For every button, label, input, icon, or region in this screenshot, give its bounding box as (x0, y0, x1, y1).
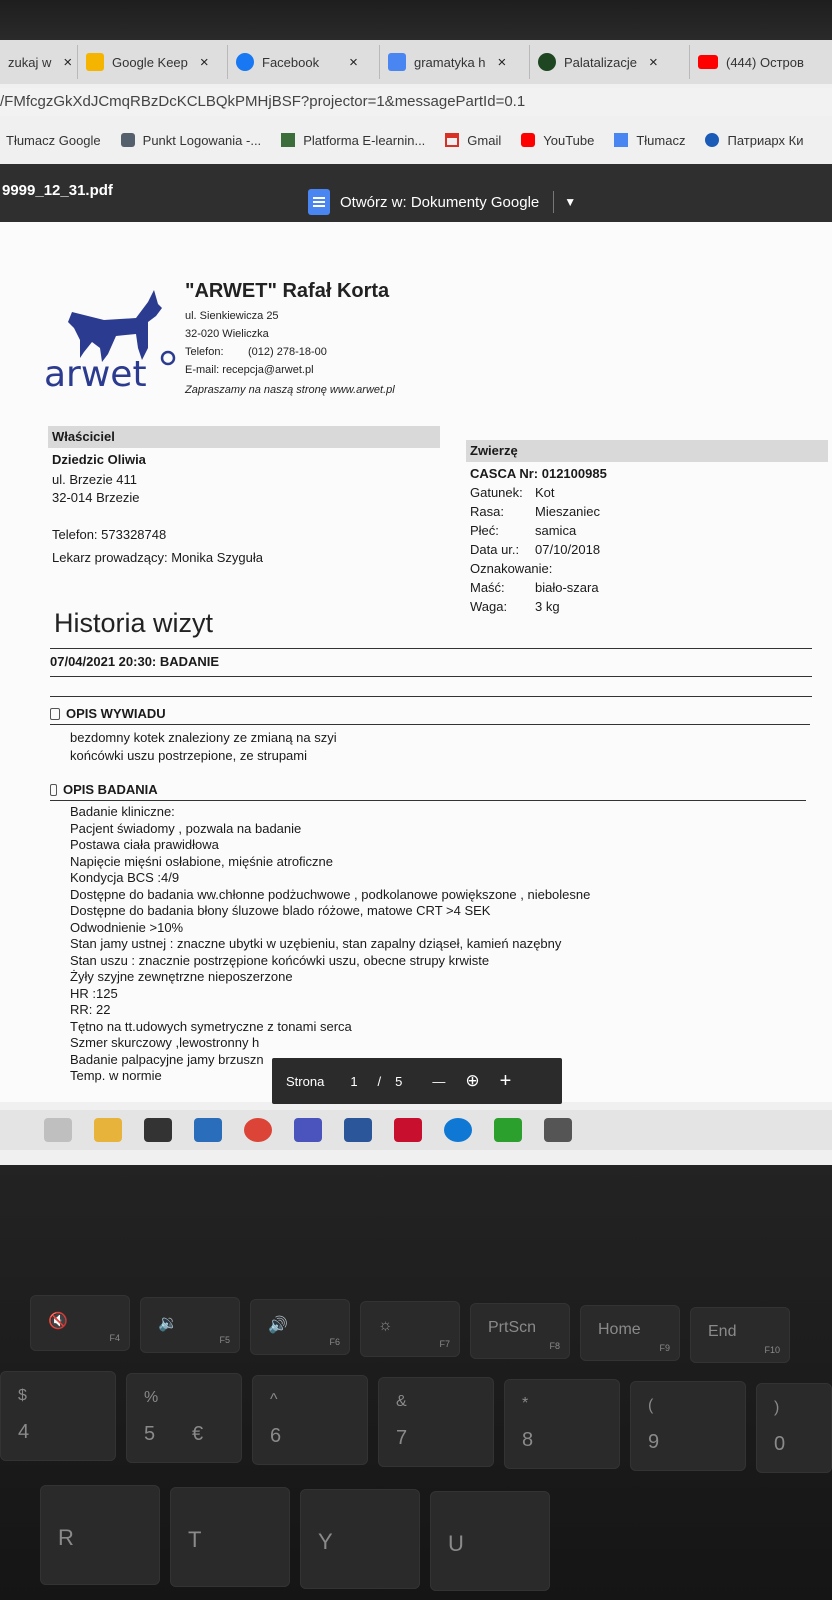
key-4[interactable]: $ 4 (0, 1371, 116, 1461)
key-9[interactable]: ( 9 (630, 1381, 746, 1471)
task-view-icon[interactable] (44, 1118, 72, 1142)
animal-breed: Mieszaniec (535, 504, 601, 519)
interview-line: bezdomny kotek znaleziony ze zmianą na szyi (70, 730, 337, 745)
page-total: 5 (395, 1073, 403, 1089)
exam-line: Szmer skurczowy ,lewostronny h (70, 1035, 260, 1050)
logo-text: arwet (44, 354, 147, 392)
exam-line: Stan uszu : znacznie postrzępione końcówki uszu, obecne strupy krwiste (70, 952, 490, 968)
close-icon[interactable]: × (649, 53, 658, 71)
bookmark-label: Punkt Logowania -... (142, 132, 262, 148)
tab-palatalizacje[interactable] (530, 45, 690, 79)
pdf-filename: 9999_12_31.pdf (2, 182, 113, 199)
key-f5[interactable]: 🔉 F5 (140, 1297, 240, 1353)
owner-doctor: Lekarz prowadzący: Monika Szyguła (52, 550, 263, 565)
chevron-down-icon[interactable]: ▼ (564, 195, 577, 209)
animal-field-label: Data ur.: (470, 542, 520, 557)
exam-heading (50, 782, 158, 797)
facebook-icon (236, 53, 254, 71)
mute-icon: 🔇 (48, 1313, 68, 1330)
tab-label: zukaj w (8, 54, 52, 70)
bookmark-tlumacz[interactable] (614, 133, 685, 148)
animal-field-label: Rasa: (470, 504, 504, 519)
exam-line: Badanie kliniczne: (70, 804, 175, 819)
bookmark-gmail[interactable] (445, 133, 501, 148)
tab-search[interactable] (0, 45, 78, 79)
volume-up-icon: 🔊 (268, 1317, 288, 1334)
exam-line: Żyły szyjne zewnętrzne nieposzerzone (70, 969, 293, 984)
animal-field-label: Waga: (470, 599, 508, 614)
exam-line: Badanie palpacyjne jamy brzuszn (70, 1051, 264, 1067)
patriarch-icon (705, 133, 719, 147)
divider (50, 696, 812, 697)
tab-label: gramatyka h (414, 54, 486, 70)
windows-taskbar (0, 1110, 832, 1150)
close-icon[interactable]: × (497, 53, 507, 71)
exam-line: Stan jamy ustnej : znaczne ubytki w uzębieniu, stan zapalny dziąseł, kamień nazębny (70, 936, 562, 951)
zoom-fit-icon[interactable]: ⊕ (465, 1071, 480, 1090)
company-city: 32-020 Wieliczka (185, 328, 269, 340)
visit-header: 07/04/2021 20:30: BADANIE (50, 654, 220, 669)
page-controls (272, 1058, 562, 1104)
key-f7[interactable]: ☼ F7 (360, 1301, 460, 1357)
key-8[interactable]: * 8 (504, 1379, 620, 1469)
history-title: Historia wizyt (54, 608, 214, 638)
close-icon[interactable]: × (199, 53, 209, 71)
divider (50, 676, 812, 677)
exam-line: Dostępne do badania ww.chłonne podżuchwowe , podkolanowe powiększone , niebolesne (70, 886, 591, 902)
edge-icon[interactable] (444, 1118, 472, 1142)
owner-phone: Telefon: 573328748 (52, 527, 167, 542)
camera-icon[interactable] (544, 1118, 572, 1142)
bookmarks-bar (0, 122, 832, 158)
page-label: Strona (286, 1073, 325, 1089)
exam-line: Dostępne do badania błony śluzowe blado różowe, matowe CRT >4 SEK (70, 903, 491, 918)
key-7[interactable]: & 7 (378, 1377, 494, 1467)
youtube-icon (521, 133, 535, 147)
antivirus-icon[interactable] (394, 1118, 422, 1142)
key-r[interactable]: R (40, 1485, 160, 1585)
toolbar-divider (553, 191, 554, 213)
page-current-input[interactable]: 1 (350, 1073, 358, 1089)
brightness-icon: ☼ (378, 1317, 393, 1334)
interview-icon (50, 708, 60, 720)
exam-line: HR :125 (70, 985, 118, 1001)
exam-notes (70, 804, 590, 1085)
volume-down-icon: 🔉 (158, 1315, 178, 1332)
key-f6[interactable]: 🔊 F6 (250, 1299, 350, 1355)
file-explorer-icon[interactable] (94, 1118, 122, 1142)
bookmark-label: Tłumacz (636, 132, 686, 148)
animal-field-label: Maść: (470, 580, 505, 595)
company-phone: Telefon: (012) 278-18-00 (185, 346, 327, 358)
divider (50, 800, 806, 801)
bookmark-youtube[interactable] (521, 133, 594, 148)
tab-label: (444) Остров (726, 54, 804, 70)
key-t[interactable]: T (170, 1487, 290, 1587)
key-f8[interactable]: PrtScn F8 (470, 1303, 570, 1359)
company-email: E-mail: recepcja@arwet.pl (185, 364, 314, 376)
animal-field-label: Płeć: (470, 523, 499, 538)
key-5[interactable]: % 5 € (126, 1373, 242, 1463)
bookmark-label: Tłumacz Google (6, 132, 101, 148)
key-f9[interactable]: Home F9 (580, 1305, 680, 1361)
open-in-docs-button[interactable] (308, 188, 576, 216)
bookmark-label: Патриарх Ки (727, 132, 804, 148)
bookmark-label: YouTube (543, 132, 595, 148)
animal-name-number: CASCA Nr: 012100985 (470, 466, 607, 481)
tab-facebook[interactable] (228, 45, 380, 79)
animal-field-label: Gatunek: (470, 485, 523, 500)
exam-line: Napięcie mięśni osłabione, mięśnie atroficzne (70, 853, 334, 869)
animal-coat: biało-szara (535, 580, 599, 595)
exam-line: Odwodnienie >10% (70, 919, 184, 935)
google-docs-icon (308, 189, 330, 215)
bookmark-punkt-logowania[interactable] (121, 133, 262, 148)
pdf-toolbar (0, 164, 832, 222)
owner-city: 32-014 Brzezie (52, 490, 140, 505)
owner-heading: Właściciel (48, 426, 440, 448)
keep-icon (86, 53, 104, 71)
bookmark-tlumacz-google[interactable] (6, 133, 101, 148)
browser-tab-bar (0, 40, 832, 84)
tab-google-keep[interactable] (78, 45, 228, 79)
exam-line: Postawa ciała prawidłowa (70, 837, 219, 852)
bookmark-patriarch[interactable] (705, 133, 803, 148)
animal-species: Kot (535, 485, 555, 500)
zoom-in-button[interactable]: + (499, 1069, 512, 1092)
mail-icon[interactable] (194, 1118, 222, 1142)
animal-birthdate: 07/10/2018 (535, 542, 601, 557)
elearning-icon (281, 133, 295, 147)
divider (50, 648, 812, 649)
tab-youtube[interactable] (690, 45, 832, 79)
youtube-icon (698, 55, 718, 69)
close-icon[interactable]: × (63, 53, 73, 71)
animal-sex: samica (535, 523, 577, 538)
exam-line: Pacjent świadomy , pozwala na badanie (70, 820, 302, 836)
key-f4[interactable]: 🔇 F4 (30, 1295, 130, 1351)
bookmark-platforma-elearning[interactable] (281, 133, 425, 148)
interview-heading-label: OPIS WYWIADU (66, 706, 166, 721)
bookmark-label: Gmail (467, 132, 502, 148)
pdf-page (0, 222, 832, 1102)
key-6[interactable]: ^ 6 (252, 1375, 368, 1465)
tab-label: Palatalizacje (564, 54, 637, 70)
store-icon[interactable] (144, 1118, 172, 1142)
exam-line: Tętno na tt.udowych symetryczne z tonami serca (70, 1018, 352, 1034)
exam-heading-label: OPIS BADANIA (63, 782, 158, 797)
page-separator: / (377, 1073, 382, 1089)
company-name: "ARWET" Rafał Korta (185, 280, 390, 302)
close-icon[interactable]: × (349, 53, 358, 71)
owner-name: Dziedzic Oliwia (52, 452, 146, 467)
key-y[interactable]: Y (300, 1489, 420, 1589)
crest-icon (121, 133, 135, 147)
company-website: Zapraszamy na naszą stronę www.arwet.pl (185, 384, 395, 396)
exam-line: Temp. w normie (70, 1068, 162, 1083)
animal-field-label: Oznakowanie: (470, 561, 553, 576)
tab-label: Facebook (262, 54, 320, 70)
chrome-icon[interactable] (244, 1118, 272, 1142)
laptop-keyboard (0, 1165, 832, 1600)
spotify-icon[interactable] (494, 1118, 522, 1142)
bookmark-label: Platforma E-learnin... (303, 132, 426, 148)
word-icon[interactable] (344, 1118, 372, 1142)
tab-label: Google Keep (112, 54, 188, 70)
divider (50, 724, 810, 725)
zoom-out-button[interactable]: — (432, 1073, 446, 1089)
interview-line: końcówki uszu postrzepione, ze strupami (70, 748, 308, 763)
address-url: /FMfcgzGkXdJCmqRBzDcKCLBQkPMHjBSF?projector=1&messagePartId=0.1 (0, 93, 526, 110)
company-street: ul. Sienkiewicza 25 (185, 310, 279, 322)
key-0[interactable]: ) 0 (756, 1383, 832, 1473)
docs-icon (388, 53, 406, 71)
open-in-docs-label: Otwórz w: Dokumenty Google (340, 193, 540, 211)
owner-street: ul. Brzezie 411 (52, 472, 138, 487)
interview-heading (50, 706, 166, 721)
teams-icon[interactable] (294, 1118, 322, 1142)
animal-weight: 3 kg (535, 599, 560, 614)
key-f10[interactable]: End F10 (690, 1307, 790, 1363)
key-u[interactable]: U (430, 1491, 550, 1591)
gmail-icon (445, 133, 459, 147)
screen-bezel (0, 0, 832, 40)
exam-line: RR: 22 (70, 1002, 111, 1017)
tab-gramatyka[interactable] (380, 45, 530, 79)
exam-line: Kondycja BCS :4/9 (70, 870, 180, 885)
translator-icon (614, 133, 628, 147)
palatalizacje-icon (538, 53, 556, 71)
thermometer-icon (50, 784, 57, 796)
animal-heading: Zwierzę (466, 440, 828, 462)
arwet-logo (44, 282, 184, 392)
address-bar[interactable] (0, 88, 832, 116)
